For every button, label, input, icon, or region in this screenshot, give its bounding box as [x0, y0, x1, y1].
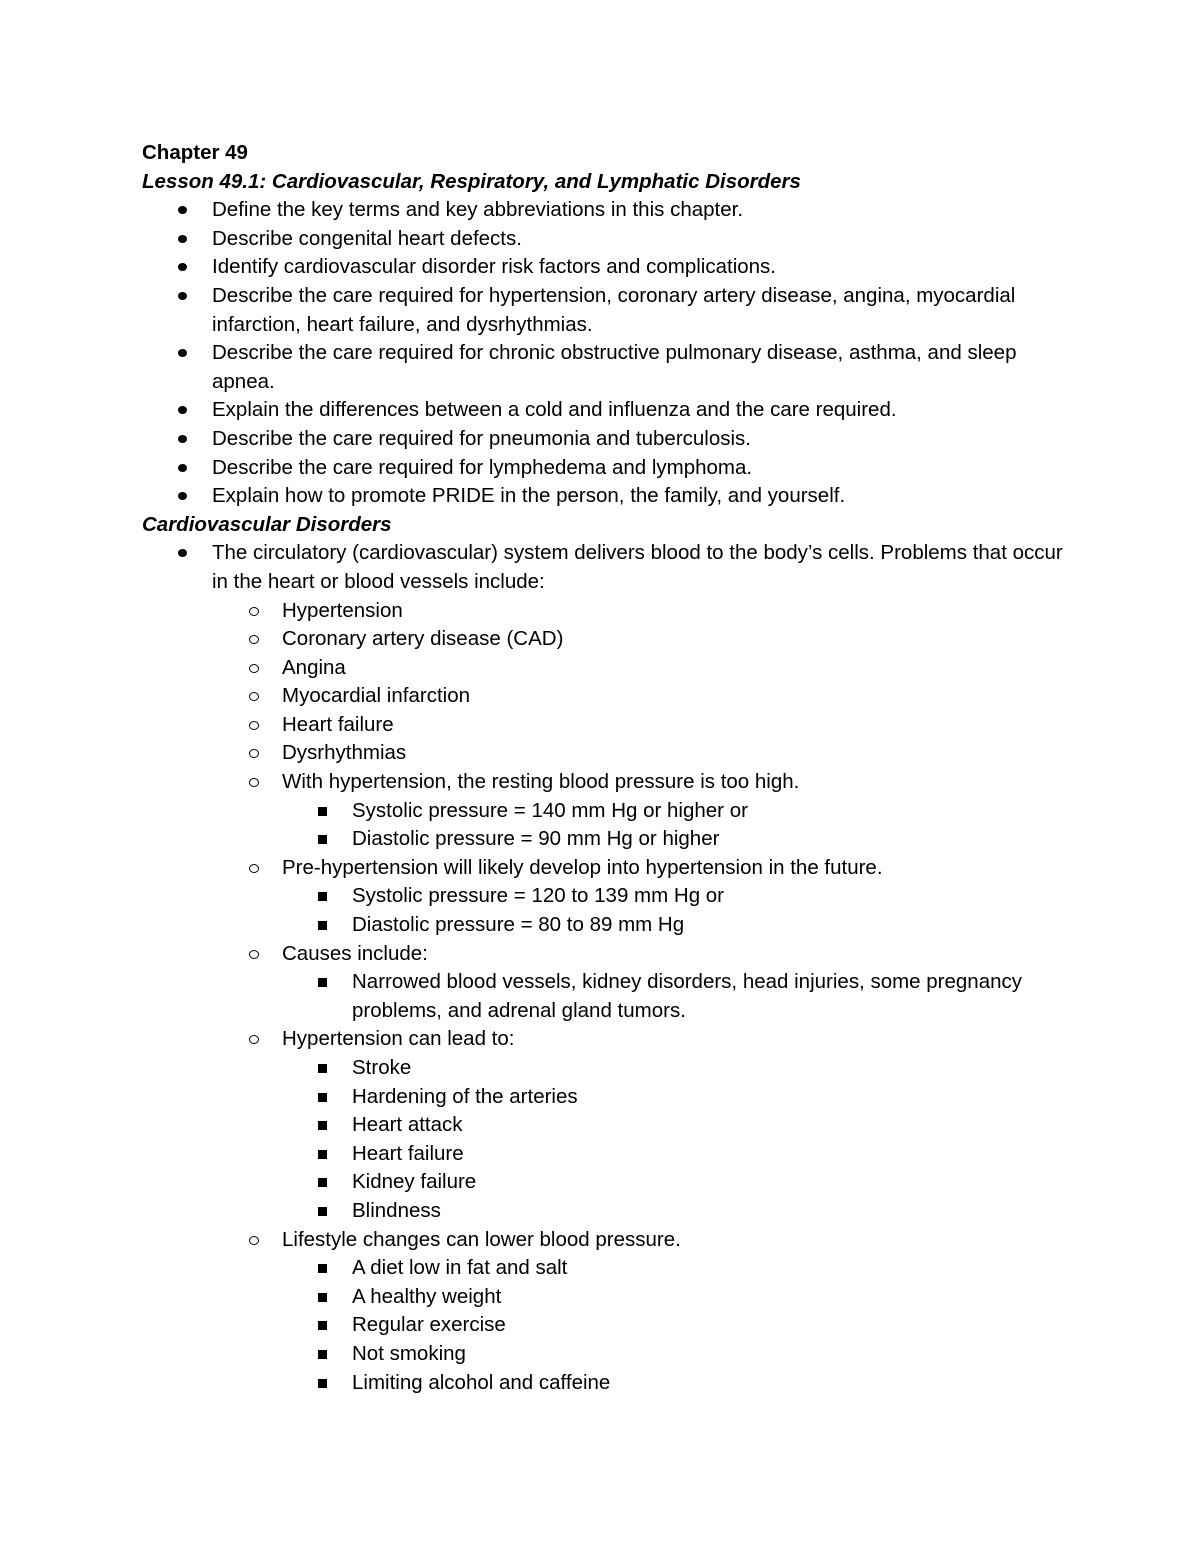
bullet-disc-icon [178, 492, 187, 500]
list-item: Describe the care required for pneumonia and tuberculosis. [142, 425, 1072, 454]
list-item: Describe the care required for chronic obstructive pulmonary disease, asthma, and sleep apnea. [142, 339, 1072, 396]
bullet-circle-icon [249, 864, 259, 873]
list-item: Heart failure [282, 1140, 1072, 1169]
list-item: Diastolic pressure = 80 to 89 mm Hg [282, 911, 1072, 940]
causes-list [282, 968, 1072, 1025]
document-content [142, 139, 1072, 1397]
list-item: A healthy weight [282, 1283, 1072, 1312]
list-item: Identify cardiovascular disorder risk factors and complications. [142, 253, 1072, 282]
list-item: Define the key terms and key abbreviations in this chapter. [142, 196, 1072, 225]
bullet-disc-icon [178, 292, 187, 300]
list-item: Dysrhythmias [212, 739, 1072, 768]
prehypertension-list [282, 882, 1072, 939]
list-item: Hypertension can lead to: Stroke Hardening of the arteries Heart attack Heart failure Kidney failure Blindness [212, 1025, 1072, 1225]
bullet-square-icon [318, 1379, 327, 1388]
bullet-square-icon [318, 1350, 327, 1359]
bullet-square-icon [318, 1321, 327, 1330]
list-item: Blindness [282, 1197, 1072, 1226]
list-item: Hypertension [212, 597, 1072, 626]
bullet-disc-icon [178, 464, 187, 472]
bullet-circle-icon [249, 692, 259, 701]
bullet-square-icon [318, 921, 327, 930]
bullet-square-icon [318, 1264, 327, 1273]
list-item: A diet low in fat and salt [282, 1254, 1072, 1283]
bullet-square-icon [318, 1093, 327, 1102]
list-item: Describe the care required for lymphedema and lymphoma. [142, 454, 1072, 483]
list-item: Explain how to promote PRIDE in the person, the family, and yourself. [142, 482, 1072, 511]
bullet-circle-icon [249, 1035, 259, 1044]
bullet-square-icon [318, 807, 327, 816]
list-item: Pre-hypertension will likely develop into hypertension in the future. Systolic pressure = 120 to 139 mm Hg or Diastolic pressure = 80 to 89 mm Hg [212, 854, 1072, 940]
bullet-square-icon [318, 1293, 327, 1302]
list-item: Myocardial infarction [212, 682, 1072, 711]
bullet-square-icon [318, 1207, 327, 1216]
cardiovascular-list [142, 539, 1072, 1397]
bullet-circle-icon [249, 607, 259, 616]
bullet-disc-icon [178, 235, 187, 243]
bullet-circle-icon [249, 721, 259, 730]
bullet-square-icon [318, 1150, 327, 1159]
lesson-title: Lesson 49.1: Cardiovascular, Respiratory, and Lymphatic Disorders [142, 169, 801, 193]
bullet-circle-icon [249, 1236, 259, 1245]
list-item: Coronary artery disease (CAD) [212, 625, 1072, 654]
bullet-disc-icon [178, 435, 187, 443]
list-item: Systolic pressure = 120 to 139 mm Hg or [282, 882, 1072, 911]
bullet-disc-icon [178, 263, 187, 271]
list-item [142, 539, 1072, 1397]
bullet-circle-icon [249, 778, 259, 787]
bullet-square-icon [318, 978, 327, 987]
bullet-circle-icon [249, 749, 259, 758]
bullet-circle-icon [249, 635, 259, 644]
list-item: Lifestyle changes can lower blood pressure. A diet low in fat and salt A healthy weight Regular exercise Not smoking Limiting alcohol and caffeine [212, 1226, 1072, 1398]
list-item: Regular exercise [282, 1311, 1072, 1340]
list-item: Limiting alcohol and caffeine [282, 1369, 1072, 1398]
objectives-list [142, 196, 1072, 511]
lifestyle-list [282, 1254, 1072, 1397]
bullet-disc-icon [178, 349, 187, 357]
list-item: Describe the care required for hypertension, coronary artery disease, angina, myocardial infarction, heart failure, and dysrhythmias. [142, 282, 1072, 339]
bullet-disc-icon [178, 549, 187, 557]
bullet-square-icon [318, 1178, 327, 1187]
bullet-square-icon [318, 1064, 327, 1073]
bullet-disc-icon [178, 206, 187, 214]
bullet-square-icon [318, 835, 327, 844]
list-item: Hardening of the arteries [282, 1083, 1072, 1112]
intro-text: The circulatory (cardiovascular) system delivers blood to the body’s cells. Problems that occur in the heart or blood vessels include: [212, 541, 1063, 593]
bullet-circle-icon [249, 950, 259, 959]
list-item: Not smoking [282, 1340, 1072, 1369]
chapter-title: Chapter 49 [142, 141, 248, 164]
hypertension-list [282, 797, 1072, 854]
list-item: Stroke [282, 1054, 1072, 1083]
section-title: Cardiovascular Disorders [142, 512, 392, 536]
list-item: Systolic pressure = 140 mm Hg or higher or [282, 797, 1072, 826]
list-item: With hypertension, the resting blood pressure is too high. Systolic pressure = 140 mm Hg or higher or Diastolic pressure = 90 mm Hg or higher [212, 768, 1072, 854]
bullet-disc-icon [178, 406, 187, 414]
complications-list [282, 1054, 1072, 1226]
bullet-square-icon [318, 1121, 327, 1130]
bullet-square-icon [318, 892, 327, 901]
list-item: Explain the differences between a cold and influenza and the care required. [142, 396, 1072, 425]
list-item: Describe congenital heart defects. [142, 225, 1072, 254]
list-item: Heart failure [212, 711, 1072, 740]
problems-list [212, 597, 1072, 1398]
list-item: Heart attack [282, 1111, 1072, 1140]
list-item: Diastolic pressure = 90 mm Hg or higher [282, 825, 1072, 854]
list-item: Narrowed blood vessels, kidney disorders, head injuries, some pregnancy problems, and adrenal gland tumors. [282, 968, 1072, 1025]
list-item: Angina [212, 654, 1072, 683]
list-item: Causes include: Narrowed blood vessels, kidney disorders, head injuries, some pregnancy problems, and adrenal gland tumors. [212, 940, 1072, 1026]
list-item: Kidney failure [282, 1168, 1072, 1197]
bullet-circle-icon [249, 664, 259, 673]
